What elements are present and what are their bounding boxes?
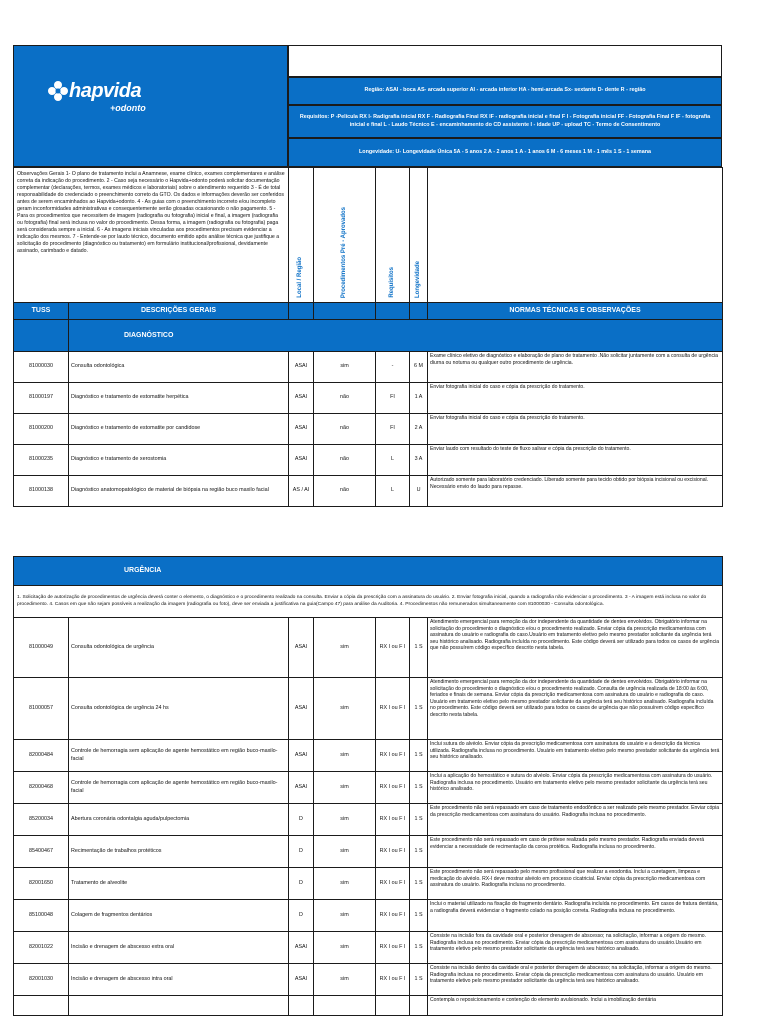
table-row <box>14 868 723 900</box>
requisitos-cell: - <box>376 352 410 383</box>
requisitos-cell: RX I ou F I <box>376 740 410 772</box>
requisitos-cell: L <box>376 445 410 476</box>
description-cell: Consulta odontológica <box>69 352 289 383</box>
norma-cell: Contempla o reposicionamento e contenção do elemento avulsionado. Inclui a imobilização dentária <box>428 996 723 1016</box>
local-cell: ASAI <box>289 772 314 804</box>
table-row <box>14 383 723 414</box>
brand-name: hapvida <box>69 80 142 102</box>
description-cell: Diagnóstico e tratamento de estomatite herpética <box>69 383 289 414</box>
description-cell: Tratamento de alveolite <box>69 868 289 900</box>
pre-aprovado-cell: não <box>314 383 376 414</box>
table-row <box>14 445 723 476</box>
tuss-cell: 81000235 <box>14 445 69 476</box>
description-cell: Controle de hemorragia com aplicação de agente hemostático em região buco-maxilo-facial <box>69 772 289 804</box>
longevidade-cell: 1 S <box>410 932 428 964</box>
local-cell: ASAI <box>289 618 314 678</box>
urgencia-note: 1. Solicitação de autorização de procedimentos de urgência deverá conter o elemento, o diagnóstico e o procedimento realizado na consulta. Enviar a cópia da prescrição com a assinatura do usuário. 2. Enviar fotografia inicial, quando a radiografia não evidenciar o procedimento. 3 - A imagem está inclusa no valor do procedimento. 4. Casos em que não sejam possíveis a realização da imagem (radiografia ou foto), deve ser enviada a justificativa na guia(Campo 47) para análise da Auditoria. 4. Procedimentos não remunerados simultaneamente com 81000030 - Consulta odontológica. <box>14 586 723 618</box>
description-cell: Diagnóstico e tratamento de xerostomia <box>69 445 289 476</box>
description-cell: Incisão e drenagem de abscesso intra oral <box>69 964 289 996</box>
description-cell <box>69 996 289 1016</box>
longevidade-cell: 6 M <box>410 352 428 383</box>
col-blank-4 <box>410 303 428 320</box>
local-cell: ASAI <box>289 678 314 740</box>
longevidade-cell: 1 S <box>410 804 428 836</box>
longevidade-cell: 1 S <box>410 964 428 996</box>
table-row <box>14 678 723 740</box>
col-blank-1 <box>289 303 314 320</box>
pre-aprovado-cell: sim <box>314 352 376 383</box>
pre-aprovado-cell <box>314 996 376 1016</box>
tuss-cell: 82001022 <box>14 932 69 964</box>
norma-cell: Exame clínico eletivo de diagnóstico e elaboração de plano de tratamento .Não solicitar juntamente com a consulta de urgência diurna ou noturna ou qualquer outro procedimento de urgência. <box>428 352 723 383</box>
local-cell: D <box>289 868 314 900</box>
legend-requisitos: Requisitos: P -Película RX I- Radigrafia inicial RX F - Radiografia Final RX IF - radiografia inicial e final F I - Fotografia inicial FF - Fotografia Final F IF - fotografia inicial e final L - Laudo Técnico E - encaminhamento do CD assistente I - idade UP - upload TC - Termo de Consentimento <box>288 105 722 138</box>
description-cell: Consulta odontológica de urgência 24 hs <box>69 678 289 740</box>
hapvida-flower-icon <box>47 80 69 102</box>
header-blank-cell <box>288 45 722 77</box>
diagnostico-title: DIAGNÓSTICO <box>69 320 723 352</box>
table-row <box>14 740 723 772</box>
requisitos-cell: RX I ou F I <box>376 772 410 804</box>
vh-local: Local / Região <box>297 257 304 298</box>
table-row <box>14 618 723 678</box>
table-row <box>14 964 723 996</box>
table-row <box>14 352 723 383</box>
requisitos-cell: RX I ou F I <box>376 804 410 836</box>
tuss-cell: 82000484 <box>14 740 69 772</box>
requisitos-cell: RX I ou F I <box>376 868 410 900</box>
requisitos-cell: RX I ou F I <box>376 964 410 996</box>
local-cell: ASAI <box>289 964 314 996</box>
diag-title-left <box>14 320 69 352</box>
observacoes-gerais: Observações Gerais 1- O plano de tratamento inclui a Anamnese, exame clínico, exames complementares e análise correta da indicação do procedimento. 2 - Caso seja necessário o Hapvida+odonto poderá solicitar documentação complementar (declarações, termos, exames médicos e laboratoriais) sobre o atendimento requerido 3 - É de total responsabilidade do credenciado o preenchimento correto da GTO. Os dados e informações deverão ser conferidos antes de serem encaminhados ao Hapvida+odonto. 4 - As guias com o preenchimento incorreto e/ou incompleto geram inconformidades administrativas e consequentemente serão glosadas ocasionando o não pagamento. 5 - Para os procedimentos que necessitem de imagem (radiografia ou fotografia) inicial e final, a imagem (radiografia ou fotografia) final será inclusa no valor do procedimento. Dessa forma, a imagem (radiografia ou fotografia) paga será considerada sempre a inicial. 6 - As imagens iniciais vinculadas aos procedimentos precisam evidenciar a indicação dos mesmos. 7 - Entende-se por laudo técnico, documento emitido após análise técnica que justifique a solicitação do procedimento (diagnóstico ou tratamento) em formulário institucional/profissional, devidamente assinado, carimbado e datado. <box>14 168 289 303</box>
table-row <box>14 772 723 804</box>
table-row <box>14 932 723 964</box>
col-descricoes: DESCRIÇÕES GERAIS <box>69 303 289 320</box>
local-cell: ASAI <box>289 740 314 772</box>
tuss-cell: 82000468 <box>14 772 69 804</box>
brand-logo-block <box>13 45 288 167</box>
pre-aprovado-cell: não <box>314 445 376 476</box>
longevidade-cell: 1 S <box>410 678 428 740</box>
norma-cell: Este procedimento não será repassado em caso de prótese realizada pelo mesmo prestador. Radiografia enviada deverá evidenciar a necessidade de recimentação da coroa protética. Radiografia inclusa no procedimento. <box>428 836 723 868</box>
pre-aprovado-cell: sim <box>314 964 376 996</box>
pre-aprovado-cell: não <box>314 414 376 445</box>
pre-aprovado-cell: sim <box>314 900 376 932</box>
norma-cell: Inclui a aplicação do hemostático e sutura do alvéolo. Enviar cópia da prescrição medicamentosa com assinatura do usuário. Radiografia inclusa no procedimento. Usuário em tratamento eletivo pelo mesmo prestador solicitante da urgência terá seu histórico analisado. <box>428 772 723 804</box>
col-normas: NORMAS TÉCNICAS E OBSERVAÇÕES <box>428 303 723 320</box>
requisitos-cell: RX I ou F I <box>376 836 410 868</box>
urgencia-sheet <box>13 556 722 1016</box>
legend-regiao: Região: ASAI - boca AS- arcada superior AI - arcada inferior HA - hemi-arcada Sx- sextante D- dente R - região <box>288 77 722 105</box>
norma-cell: Consiste na incisão dentro da cavidade oral e posterior drenagem de abscesso; na solicitação, informar a origem do mesmo. Radiografia inclusa no procedimento. Enviar cópia da prescrição medicamentosa com assinatura do usuário. Usuário em tratamento eletivo pelo mesmo prestador solicitante da urgência terá seu histórico analisado. <box>428 964 723 996</box>
legend-longevidade: Longevidade: U- Longevidade Única 5A - 5 anos 2 A - 2 anos 1 A - 1 anos 6 M - 6 meses 1 M - 1 mês 1 S - 1 semana <box>288 138 722 167</box>
tuss-cell: 85100048 <box>14 900 69 932</box>
diagnostico-table <box>13 167 723 507</box>
norma-cell: Atendimento emergencial para remoção da dor independente da quantidade de dentes envolvidos. Obrigatório informar na solicitação do procedimento o diagnóstico e/ou o procedimento realizado. Enviar cópia da prescrição medicamentosa com assinatura do usuário e radiografia do caso.Usuário em tratamento eletivo pelo mesmo prestador solicitante da urgência terá seu histórico analisado. Radiografia incluída no procedimento. Este código deverá ser utilizado para todos os casos de urgência que não possuírem código específico descrito nesta tabela. <box>428 618 723 678</box>
description-cell: Recimentação de trabalhos protéticos <box>69 836 289 868</box>
tuss-cell: 85400467 <box>14 836 69 868</box>
description-cell: Abertura coronária odontalgia aguda/pulpectomia <box>69 804 289 836</box>
norma-cell: Este procedimento não será repassado em caso de tratamento endodôntico a ser realizado pelo mesmo prestador. Enviar cópia da prescrição medicamentosa com assinatura do usuário. Radiografia inclusa no procedimento. <box>428 804 723 836</box>
description-cell: Controle de hemorragia sem aplicação de agente hemostático em região buco-maxilo-facial <box>69 740 289 772</box>
tuss-cell <box>14 996 69 1016</box>
table-row <box>14 804 723 836</box>
table-row <box>14 476 723 507</box>
vh-requisitos: Requisitos <box>388 267 395 298</box>
col-tuss: TUSS <box>14 303 69 320</box>
pre-aprovado-cell: sim <box>314 804 376 836</box>
local-cell: ASAI <box>289 383 314 414</box>
urgencia-title: URGÊNCIA <box>14 557 723 586</box>
tuss-cell: 82001030 <box>14 964 69 996</box>
vh-blank <box>428 168 723 303</box>
requisitos-cell: RX I ou F I <box>376 618 410 678</box>
tuss-cell: 81000200 <box>14 414 69 445</box>
diagnostico-sheet <box>13 167 722 507</box>
vh-longevidade: Longevidade <box>414 260 421 298</box>
vh-long-cell <box>410 168 428 303</box>
urgencia-table <box>13 556 723 1016</box>
description-cell: Incisão e drenagem de abscesso extra oral <box>69 932 289 964</box>
requisitos-cell: RX I ou F I <box>376 900 410 932</box>
local-cell: ASAI <box>289 352 314 383</box>
pre-aprovado-cell: sim <box>314 678 376 740</box>
pre-aprovado-cell: sim <box>314 618 376 678</box>
brand-sub: +odonto <box>110 103 146 113</box>
requisitos-cell: RX I ou F I <box>376 932 410 964</box>
local-cell: ASAI <box>289 932 314 964</box>
local-cell: ASAI <box>289 445 314 476</box>
longevidade-cell: 1 A <box>410 383 428 414</box>
vh-pre-cell <box>314 168 376 303</box>
table-row <box>14 414 723 445</box>
local-cell: D <box>289 804 314 836</box>
local-cell: D <box>289 836 314 868</box>
pre-aprovado-cell: sim <box>314 868 376 900</box>
local-cell: AS / AI <box>289 476 314 507</box>
requisitos-cell: FI <box>376 414 410 445</box>
longevidade-cell: 1 S <box>410 868 428 900</box>
tuss-cell: 81000049 <box>14 618 69 678</box>
norma-cell: Enviar laudo com resultado do teste de fluxo salivar e cópia da prescrição do tratamento. <box>428 445 723 476</box>
norma-cell: Inclui sutura do alvéolo. Enviar cópia da prescrição medicamentosa com assinatura do usuário e a descrição da técnica utilizada. Radiografia inclusa no procedimento. Usuário em tratamento eletivo pelo mesmo prestador solicitante da urgência terá seu histórico analisado. <box>428 740 723 772</box>
vh-pre-aprovados: Procedimentos Pré - Aprovados <box>340 206 347 298</box>
col-blank-3 <box>376 303 410 320</box>
vh-req-cell <box>376 168 410 303</box>
tuss-cell: 81000138 <box>14 476 69 507</box>
requisitos-cell: FI <box>376 383 410 414</box>
longevidade-cell <box>410 996 428 1016</box>
tuss-cell: 81000057 <box>14 678 69 740</box>
description-cell: Diagnóstico e tratamento de estomatite por candidose <box>69 414 289 445</box>
tuss-cell: 81000030 <box>14 352 69 383</box>
longevidade-cell: 1 S <box>410 740 428 772</box>
norma-cell: Enviar fotografia inicial do caso e cópia da prescrição do tratamento. <box>428 383 723 414</box>
table-row <box>14 900 723 932</box>
longevidade-cell: 1 S <box>410 618 428 678</box>
longevidade-cell: 2 A <box>410 414 428 445</box>
norma-cell: Atendimento emergencial para remoção da dor independente da quantidade de dentes envolvidos. Obrigatório informar na solicitação do procedimento o diagnóstico e/ou o procedimento realizado. Consulta de urgência realizada de 18:00 às 6:00, feriados e finais de semana. Enviar cópia da prescrição medicamentosa com assinatura do usuário e radiografia do caso. Usuário em tratamento eletivo pelo mesmo prestador solicitante da urgência terá seu histórico analisado. Radiografia incluída no procedimento. Este código deverá ser utilizado para todos os casos de urgência que não possuírem código específico descrito nesta tabela. <box>428 678 723 740</box>
description-cell: Colagem de fragmentos dentários <box>69 900 289 932</box>
description-cell: Consulta odontológica de urgência <box>69 618 289 678</box>
pre-aprovado-cell: sim <box>314 740 376 772</box>
local-cell <box>289 996 314 1016</box>
table-row <box>14 996 723 1016</box>
pre-aprovado-cell: sim <box>314 836 376 868</box>
longevidade-cell: U <box>410 476 428 507</box>
local-cell: ASAI <box>289 414 314 445</box>
col-blank-2 <box>314 303 376 320</box>
local-cell: D <box>289 900 314 932</box>
pre-aprovado-cell: sim <box>314 932 376 964</box>
requisitos-cell: L <box>376 476 410 507</box>
norma-cell: Autorizado somente para laboratório credenciado. Liberado somente para tecido obtido por biópsia incisional ou excisional. Necessário envio do laudo para repasse. <box>428 476 723 507</box>
tuss-cell: 81000197 <box>14 383 69 414</box>
table-row <box>14 836 723 868</box>
pre-aprovado-cell: sim <box>314 772 376 804</box>
norma-cell: Inclui o material utilizado na fixação do fragmento dentário. Radiografia incluída no procedimento. Em casos de fratura dentária, a radiografia deverá evidenciar o fragmento colado na posição correta. Radiografia inclusa no procedimento. <box>428 900 723 932</box>
longevidade-cell: 1 S <box>410 836 428 868</box>
norma-cell: Este procedimento não será repassado pelo mesmo profissional que realizar a exodontia. Inclui a curetagem, limpeza e medicação do alvéolo. RX-I deve mostrar alvéolo em processo cicatricial. Enviar cópia da prescrição medicamentosa com assinatura do usuário. Radiografia inclusa no procedimento. <box>428 868 723 900</box>
requisitos-cell <box>376 996 410 1016</box>
norma-cell: Enviar fotografia inicial do caso e cópia da prescrição do tratamento. <box>428 414 723 445</box>
requisitos-cell: RX I ou F I <box>376 678 410 740</box>
longevidade-cell: 3 A <box>410 445 428 476</box>
vh-local-cell <box>289 168 314 303</box>
pre-aprovado-cell: não <box>314 476 376 507</box>
norma-cell: Consiste na incisão fora da cavidade oral e posterior drenagem de abscesso; na solicitação, informar a origem do mesmo. Radiografia inclusa no procedimento. Enviar cópia da prescrição medicamentosa com assinatura do usuário.Usuário em tratamento eletivo pelo mesmo prestador solicitante da urgência terá seu histórico analisado. <box>428 932 723 964</box>
description-cell: Diagnóstico anatomopatológico de material de biópsia na região buco maxilo facial <box>69 476 289 507</box>
tuss-cell: 82001650 <box>14 868 69 900</box>
tuss-cell: 85200034 <box>14 804 69 836</box>
longevidade-cell: 1 S <box>410 900 428 932</box>
longevidade-cell: 1 S <box>410 772 428 804</box>
